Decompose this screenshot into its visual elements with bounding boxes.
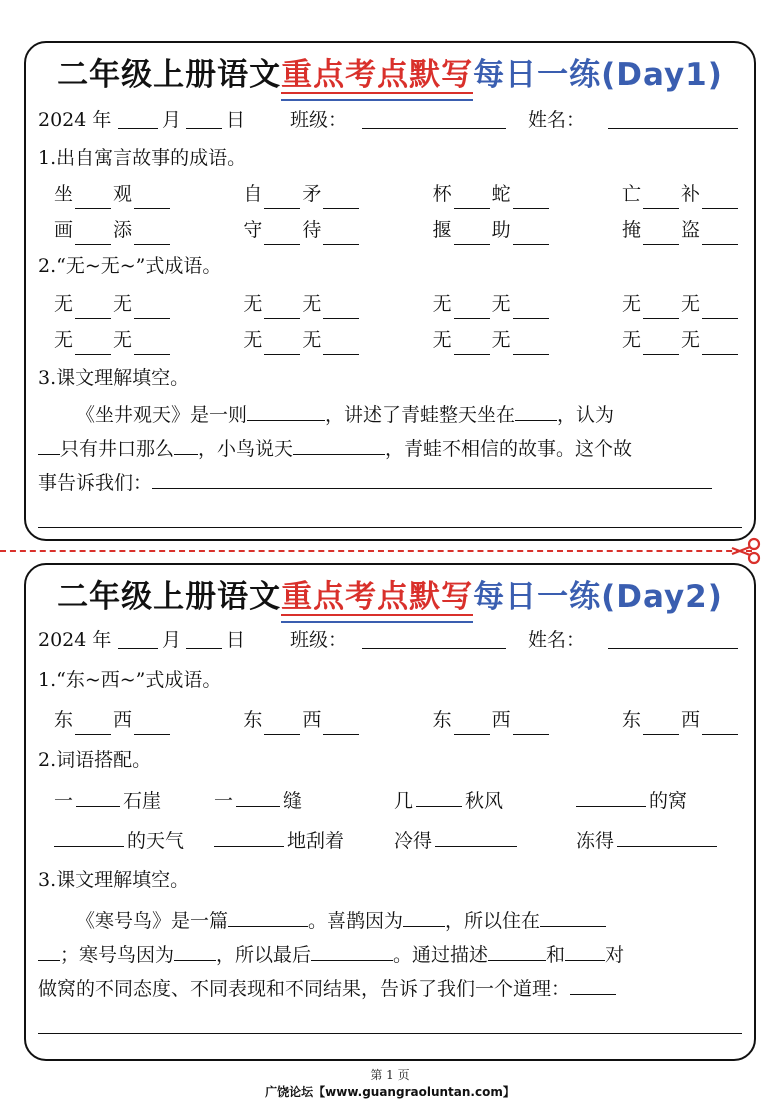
class-label: 班级： [290,629,348,651]
fill-blank[interactable] [565,937,605,961]
section-heading: 1.“东~西~”式成语。 [38,669,222,691]
answer-line[interactable] [38,1033,742,1034]
collocation-item[interactable]: 的窝 [576,785,687,816]
collocation-item[interactable]: 的天气 [54,825,184,856]
idiom-item[interactable]: 无 无 [433,325,551,355]
idiom-row [54,215,740,245]
fill-blank[interactable] [174,431,198,455]
idiom-row [54,705,740,735]
collocation-item[interactable]: 冷得 [394,825,517,856]
title-grade: 二年级上册语文 [57,579,282,615]
title-grade: 二年级上册语文 [57,57,282,93]
title-focus: 重点考点默写 [281,53,473,97]
class-blank[interactable] [362,627,506,649]
day-label: 日 [226,629,246,651]
answer-line[interactable] [38,527,742,528]
idiom-item[interactable]: 无 无 [622,325,740,355]
fill-blank[interactable] [38,937,60,961]
collocation-item[interactable]: 一 石崖 [54,785,161,816]
collocation-item[interactable]: 冻得 [576,825,717,856]
fill-blank[interactable] [152,465,712,489]
idiom-item[interactable]: 无 无 [243,289,361,319]
idiom-item[interactable]: 亡 补 [622,179,740,209]
fill-blank[interactable] [311,937,393,961]
collocation-row [54,785,744,815]
idiom-item[interactable]: 东 西 [433,705,551,735]
fill-blank[interactable] [293,431,385,455]
collocation-item[interactable]: 一 缝 [214,785,302,816]
fill-blank[interactable] [488,937,546,961]
fill-blank[interactable] [38,431,60,455]
month-blank[interactable] [118,107,158,129]
day-label: 日 [226,109,246,131]
idiom-item[interactable]: 自 矛 [243,179,361,209]
worksheet-title [26,575,754,619]
idiom-item[interactable]: 东 西 [243,705,361,735]
fill-blank[interactable] [247,397,325,421]
section-heading: 2.“无~无~”式成语。 [38,255,222,277]
class-label: 班级： [290,109,348,131]
idiom-item[interactable]: 无 无 [622,289,740,319]
idiom-row [54,289,740,319]
site-credit: 广饶论坛【www.guangraoluntan.com】 [265,1085,515,1099]
name-label: 姓名： [528,629,586,651]
idiom-item[interactable]: 杯 蛇 [433,179,551,209]
section-heading: 1.出自寓言故事的成语。 [38,147,247,169]
worksheet-title [26,53,754,97]
comprehension-paragraph: 《坐井观天》是一则 ，讲述了青蛙整天坐在 ，认为 只有井口那么 ，小鸟说天 ，青蛙不相信的故事。这个故 事告诉我们： [38,397,744,499]
worksheet-card-day2 [24,563,756,1061]
class-blank[interactable] [362,107,506,129]
fill-blank[interactable] [403,903,445,927]
header-row [38,625,744,655]
day-blank[interactable] [186,107,222,129]
section-heading: 2.词语搭配。 [38,749,152,771]
fill-blank[interactable] [228,903,308,927]
day-blank[interactable] [186,627,222,649]
year-label: 2024 年 [38,109,112,131]
idiom-item[interactable]: 无 无 [54,325,172,355]
month-blank[interactable] [118,627,158,649]
month-label: 月 [162,629,182,651]
collocation-row [54,825,744,855]
collocation-item[interactable]: 地刮着 [214,825,344,856]
title-daily: 每日一练(Day2) [473,579,723,615]
fill-blank[interactable] [540,903,606,927]
idiom-item[interactable]: 无 无 [243,325,361,355]
month-label: 月 [162,109,182,131]
year-label: 2024 年 [38,629,112,651]
idiom-item[interactable]: 东 西 [54,705,172,735]
name-label: 姓名： [528,109,586,131]
title-focus: 重点考点默写 [281,575,473,619]
page-number: 第 1 页 [370,1068,410,1082]
fill-blank[interactable] [515,397,557,421]
name-blank[interactable] [608,627,738,649]
comprehension-paragraph: 《寒号鸟》是一篇 。喜鹊因为 ，所以住在 ；寒号鸟因为 ，所以最后 。通过描述 和 对 做窝的不同态度、不同表现和不同结果，告诉了我们一个道理： [38,903,744,1005]
section-heading: 3.课文理解填空。 [38,869,190,891]
idiom-item[interactable]: 无 无 [54,289,172,319]
idiom-item[interactable]: 守 待 [243,215,361,245]
idiom-item[interactable]: 画 添 [54,215,172,245]
idiom-item[interactable]: 坐 观 [54,179,172,209]
section-heading: 3.课文理解填空。 [38,367,190,389]
worksheet-card-day1 [24,41,756,541]
idiom-item[interactable]: 掩 盗 [622,215,740,245]
idiom-item[interactable]: 东 西 [622,705,740,735]
idiom-row [54,179,740,209]
idiom-row [54,325,740,355]
fill-blank[interactable] [570,971,616,995]
name-blank[interactable] [608,107,738,129]
cut-line [0,550,752,552]
idiom-item[interactable]: 揠 助 [433,215,551,245]
title-daily: 每日一练(Day1) [473,57,723,93]
idiom-item[interactable]: 无 无 [433,289,551,319]
scissors-icon [730,537,762,565]
header-row [38,105,744,135]
fill-blank[interactable] [174,937,216,961]
collocation-item[interactable]: 几 秋风 [394,785,503,816]
